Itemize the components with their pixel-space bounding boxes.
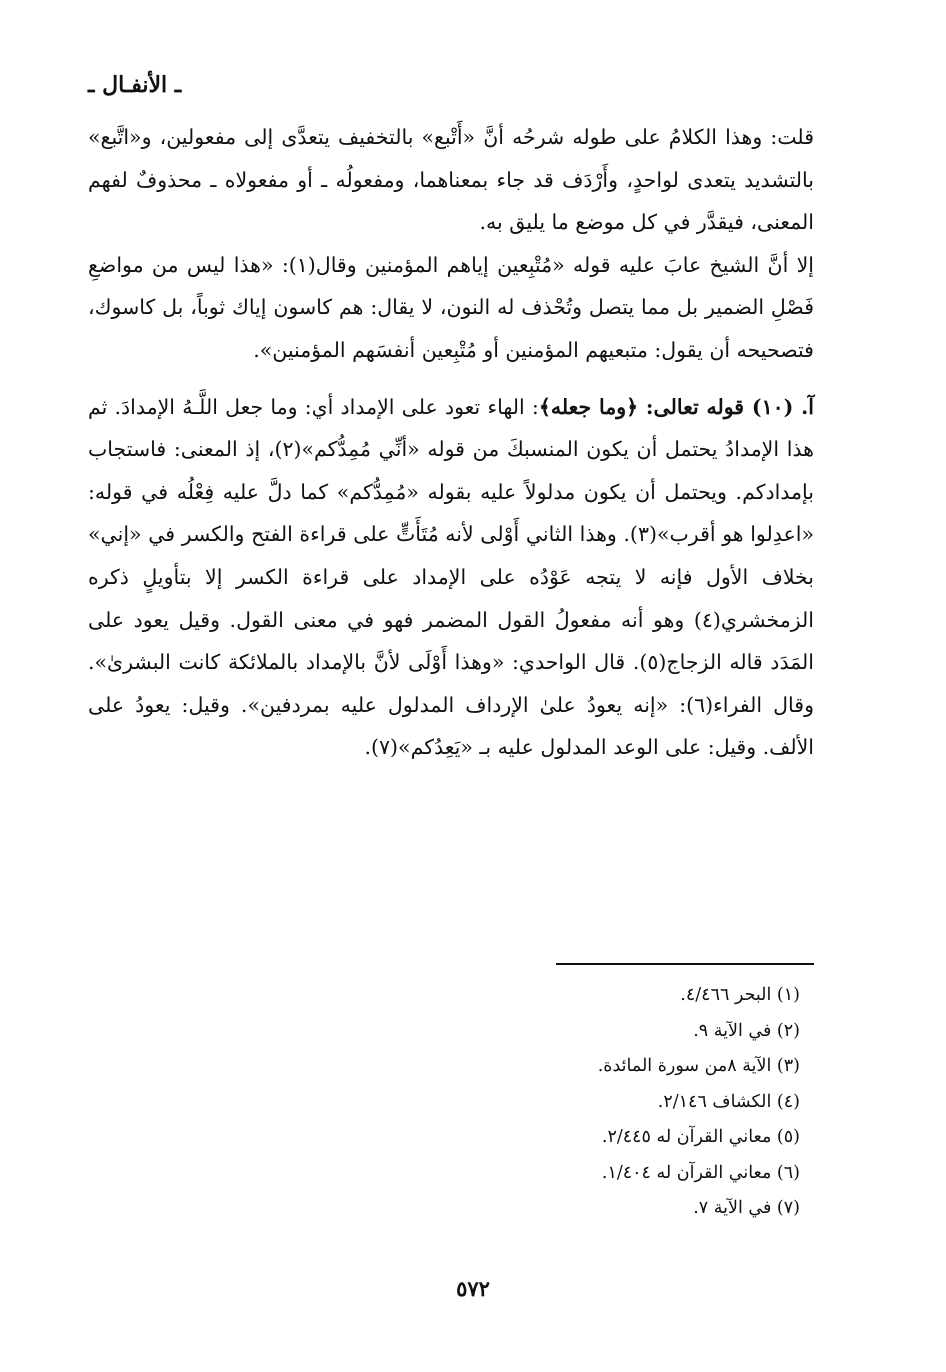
footnote: (٥) معاني القرآن له ٢/٤٤٥. <box>601 1127 800 1147</box>
verse-intro: : الهاء تعود على الإمداد أي: <box>304 394 539 419</box>
paragraph: إلا أنَّ الشيخ عابَ عليه قوله «مُتْبِعين إياهم المؤمنين وقال(١): «هذا ليس من مواضعِ فَصْلِ الضمير بل مما يتصل وتُحْذف له النون، لا يقال: هم كاسون إياك ثوباً، بل كاسوك، فتصحيحه أن يقول: متبعيهم المؤمنين أو مُتْبِعين أنفسَهم المؤمنين». <box>88 252 814 362</box>
footnote-divider <box>556 963 814 965</box>
running-header: ـ الأنفـال ـ <box>88 72 182 98</box>
footnote: (١) البحر ٤/٤٦٦. <box>680 985 800 1005</box>
commentary-text: وما جعل اللَّـهُ الإمدادَ. ثم هذا الإمدادُ يحتمل أن يكون المنسبكَ من قوله «أنِّي مُمِدُّكم»(٢)، إذ المعنى: فاستجاب بإمدادكم. ويحتمل أن يكون مدلولاً عليه بقوله «مُمِدُّكم» كما دلَّ عليه فِعْلُه في قوله: «اعدِلوا هو أقرب»(٣). وهذا الثاني أَوْلى لأنه مُتَأَتٍّ على قراءة الفتح والكسر في «إني» بخلاف الأول فإنه لا يتجه عَوْدُه على الإمداد على قراءة الكسر إلا بتأويلٍ ذكره الزمخشري(٤) وهو أنه مفعولُ القول المضمر فهو في معنى القول. وقيل يعود على المَدَد قاله الزجاج(٥). قال الواحدي: «وهذا أَوْلَى لأنَّ بالإمداد بالملائكة كانت البشرىٰ». وقال الفراء(٦): «إنه يعودُ علىٰ الإرداف المدلول عليه بمردفين». وقيل: يعودُ على الألف. وقيل: على الوعد المدلول عليه بـ «يَعِدُكم»(٧). <box>88 394 815 760</box>
paragraph: قلت: وهذا الكلامُ على طوله شرحُه أنَّ «أَتْبع» بالتخفيف يتعدَّى إلى مفعولين، و«اتَّبع» بالتشديد يتعدى لواحدٍ، وأَرْدَف قد جاء بمعناهما، ومفعولُه ـ أو مفعولاه ـ محذوفٌ لفهم المعنى، فيقدَّر في كل موضع ما يليق به. <box>88 125 814 235</box>
footnote: (٢) في الآية ٩. <box>693 1020 800 1041</box>
main-text <box>88 116 814 769</box>
footnote: (٣) الآية ٨من سورة المائدة. <box>597 1056 800 1076</box>
footnote: (٧) في الآية ٧. <box>693 1198 800 1218</box>
commentary-paragraph <box>88 386 814 769</box>
page-number: ٥٧٢ <box>456 1276 490 1301</box>
footnotes-list <box>400 978 800 1227</box>
footnote: (٦) معاني القرآن له ١/٤٠٤. <box>601 1162 800 1183</box>
verse-heading: آ. (١٠) قوله تعالى: ﴿وما جعله﴾ <box>538 394 814 419</box>
footnote: (٤) الكشاف ٢/١٤٦. <box>657 1091 800 1112</box>
